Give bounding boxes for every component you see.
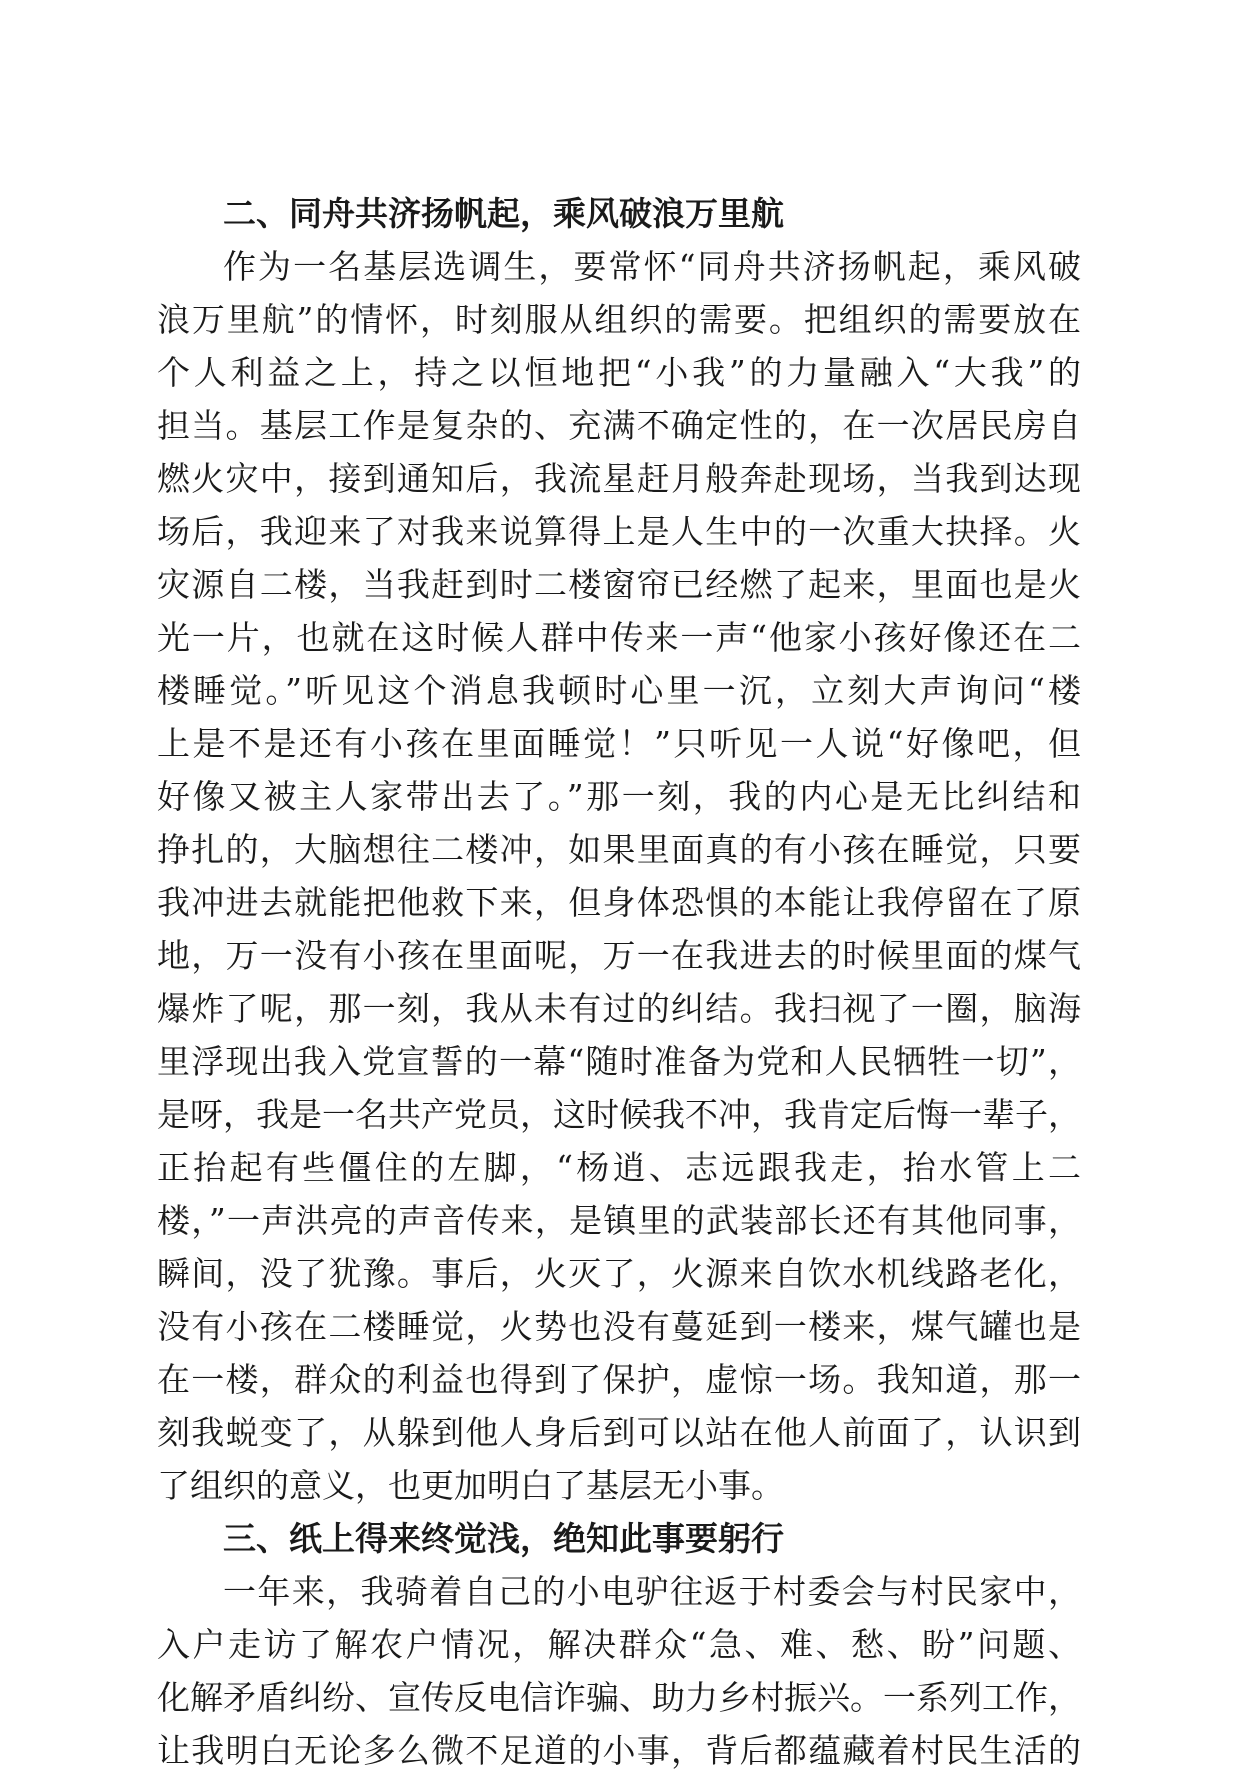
section-3-paragraph: [157, 1565, 1081, 1777]
section-heading-3: 三、纸上得来终觉浅，绝知此事要躬行: [223, 1519, 784, 1558]
paragraph-line: 让我明白无论多么微不足道的小事，背后都蕴藏着村民生活的: [157, 1731, 1081, 1770]
paragraph-line: 浪万里航”的情怀，时刻服从组织的需要。把组织的需要放在: [157, 300, 1081, 339]
paragraph-line: 作为一名基层选调生，要常怀“同舟共济扬帆起，乘风破: [223, 247, 1081, 286]
paragraph-line: 个人利益之上，持之以恒地把“小我”的力量融入“大我”的: [157, 353, 1081, 392]
paragraph-line: 化解矛盾纠纷、宣传反电信诈骗、助力乡村振兴。一系列工作，: [157, 1678, 1081, 1717]
paragraph-line: 是呀，我是一名共产党员，这时候我不冲，我肯定后悔一辈子，: [157, 1095, 1081, 1134]
paragraph-line: 刻我蜕变了，从躲到他人身后到可以站在他人前面了，认识到: [157, 1413, 1081, 1452]
paragraph-line: 没有小孩在二楼睡觉，火势也没有蔓延到一楼来，煤气罐也是: [157, 1307, 1081, 1346]
paragraph-line: 里浮现出我入党宣誓的一幕“随时准备为党和人民牺牲一切”，: [157, 1042, 1081, 1081]
paragraph-line: 楼，”一声洪亮的声音传来，是镇里的武装部长还有其他同事，: [157, 1201, 1081, 1240]
paragraph-line: 光一片，也就在这时候人群中传来一声“他家小孩好像还在二: [157, 618, 1081, 657]
paragraph-line: 了组织的意义，也更加明白了基层无小事。: [157, 1466, 784, 1505]
paragraph-line: 地，万一没有小孩在里面呢，万一在我进去的时候里面的煤气: [157, 936, 1081, 975]
paragraph-line: 我冲进去就能把他救下来，但身体恐惧的本能让我停留在了原: [157, 883, 1081, 922]
paragraph-line: 燃火灾中，接到通知后，我流星赶月般奔赴现场，当我到达现: [157, 459, 1081, 498]
section-heading-2: 二、同舟共济扬帆起，乘风破浪万里航: [223, 194, 784, 233]
paragraph-line: 好像又被主人家带出去了。”那一刻，我的内心是无比纠结和: [157, 777, 1081, 816]
paragraph-line: 瞬间，没了犹豫。事后，火灭了，火源来自饮水机线路老化，: [157, 1254, 1081, 1293]
paragraph-line: 爆炸了呢，那一刻，我从未有过的纠结。我扫视了一圈，脑海: [157, 989, 1081, 1028]
document-body: [157, 187, 1081, 1777]
paragraph-line: 楼睡觉。”听见这个消息我顿时心里一沉，立刻大声询问“楼: [157, 671, 1081, 710]
paragraph-line: 正抬起有些僵住的左脚，“杨逍、志远跟我走，抬水管上二: [157, 1148, 1081, 1187]
paragraph-line: 灾源自二楼，当我赶到时二楼窗帘已经燃了起来，里面也是火: [157, 565, 1081, 604]
paragraph-line: 入户走访了解农户情况，解决群众“急、难、愁、盼”问题、: [157, 1625, 1081, 1664]
paragraph-line: 上是不是还有小孩在里面睡觉！”只听见一人说“好像吧，但: [157, 724, 1081, 763]
paragraph-line: 场后，我迎来了对我来说算得上是人生中的一次重大抉择。火: [157, 512, 1081, 551]
paragraph-line: 担当。基层工作是复杂的、充满不确定性的，在一次居民房自: [157, 406, 1081, 445]
section-2-paragraph: [157, 240, 1081, 1512]
paragraph-line: 一年来，我骑着自己的小电驴往返于村委会与村民家中，: [223, 1572, 1081, 1611]
paragraph-line: 在一楼，群众的利益也得到了保护，虚惊一场。我知道，那一: [157, 1360, 1081, 1399]
paragraph-line: 挣扎的，大脑想往二楼冲，如果里面真的有小孩在睡觉，只要: [157, 830, 1081, 869]
